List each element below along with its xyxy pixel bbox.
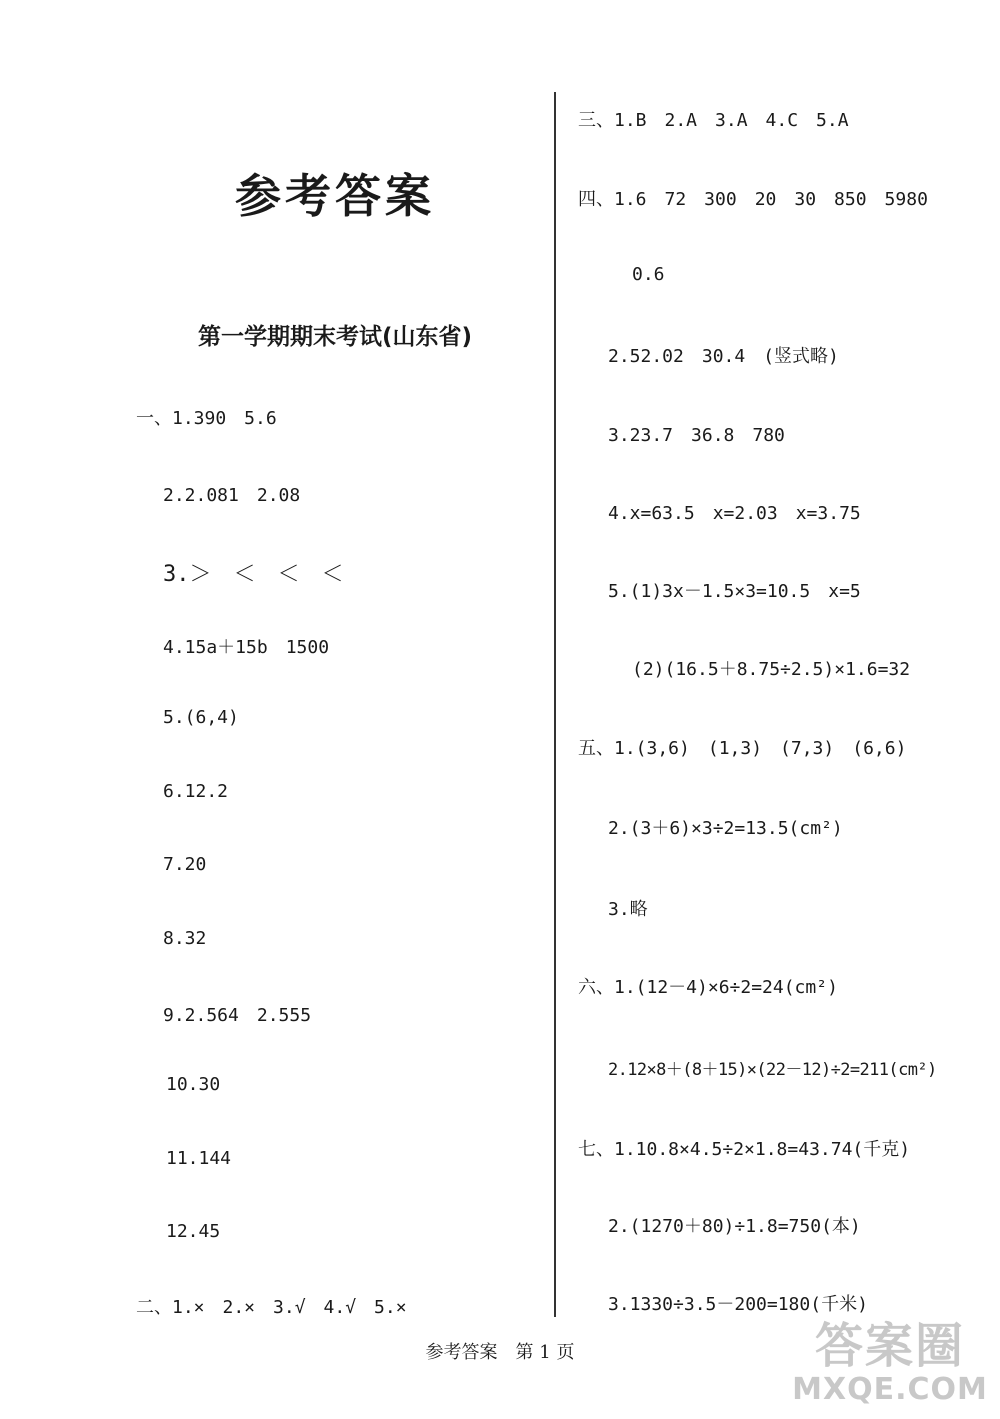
answer-line: 二、1.× 2.× 3.√ 4.√ 5.× bbox=[136, 1297, 407, 1318]
answer-line: 5.(1)3x－1.5×3=10.5 x=5 bbox=[608, 581, 861, 602]
answer-line: 六、1.(12－4)×6÷2=24(cm²) bbox=[578, 977, 838, 998]
watermark-bottom-text: MXQE.COM bbox=[792, 1372, 988, 1407]
page-title: 参考答案 bbox=[235, 169, 435, 223]
column-divider bbox=[554, 92, 556, 1317]
answer-line: 4.x=63.5 x=2.03 x=3.75 bbox=[608, 503, 861, 524]
answer-line: 2.52.02 30.4 (竖式略) bbox=[608, 346, 839, 367]
page-footer: 参考答案 第 1 页 bbox=[425, 1342, 575, 1363]
answer-line: 一、1.390 5.6 bbox=[136, 408, 277, 429]
answer-line: 2.(3＋6)×3÷2=13.5(cm²) bbox=[608, 818, 843, 839]
answer-line: 3.1330÷3.5－200=180(千米) bbox=[608, 1294, 868, 1315]
answer-line: 2.2.081 2.08 bbox=[163, 485, 301, 506]
answer-line: 6.12.2 bbox=[163, 781, 229, 802]
answer-line: 10.30 bbox=[166, 1074, 221, 1095]
answer-line: 三、1.B 2.A 3.A 4.C 5.A bbox=[578, 110, 849, 131]
answer-line: 七、1.10.8×4.5÷2×1.8=43.74(千克) bbox=[578, 1139, 911, 1160]
answer-line: 11.144 bbox=[166, 1148, 232, 1169]
exam-subtitle: 第一学期期末考试(山东省) bbox=[197, 324, 473, 350]
answer-line: 四、1.6 72 300 20 30 850 5980 bbox=[578, 189, 928, 210]
answer-line: 3.略 bbox=[608, 899, 648, 920]
answer-line: 12.45 bbox=[166, 1221, 221, 1242]
answer-line: 2.(1270＋80)÷1.8=750(本) bbox=[608, 1216, 861, 1237]
answer-line: (2)(16.5＋8.75÷2.5)×1.6=32 bbox=[632, 659, 911, 680]
watermark-top-text: 答案圈 bbox=[814, 1318, 965, 1374]
answer-line: 8.32 bbox=[163, 928, 207, 949]
watermark-logo bbox=[790, 1318, 990, 1413]
answer-line: 3.23.7 36.8 780 bbox=[608, 425, 785, 446]
answer-line: 0.6 bbox=[632, 264, 665, 285]
answer-line: 五、1.(3,6) (1,3) (7,3) (6,6) bbox=[578, 738, 907, 759]
answer-line: 9.2.564 2.555 bbox=[163, 1005, 312, 1026]
answer-line: 7.20 bbox=[163, 854, 207, 875]
answer-line: 5.(6,4) bbox=[163, 707, 239, 728]
answer-line: 3.＞ ＜ ＜ ＜ bbox=[163, 562, 344, 587]
answer-line: 2.12×8＋(8＋15)×(22－12)÷2=211(cm²) bbox=[608, 1060, 937, 1080]
answer-line: 4.15a＋15b 1500 bbox=[163, 637, 330, 658]
